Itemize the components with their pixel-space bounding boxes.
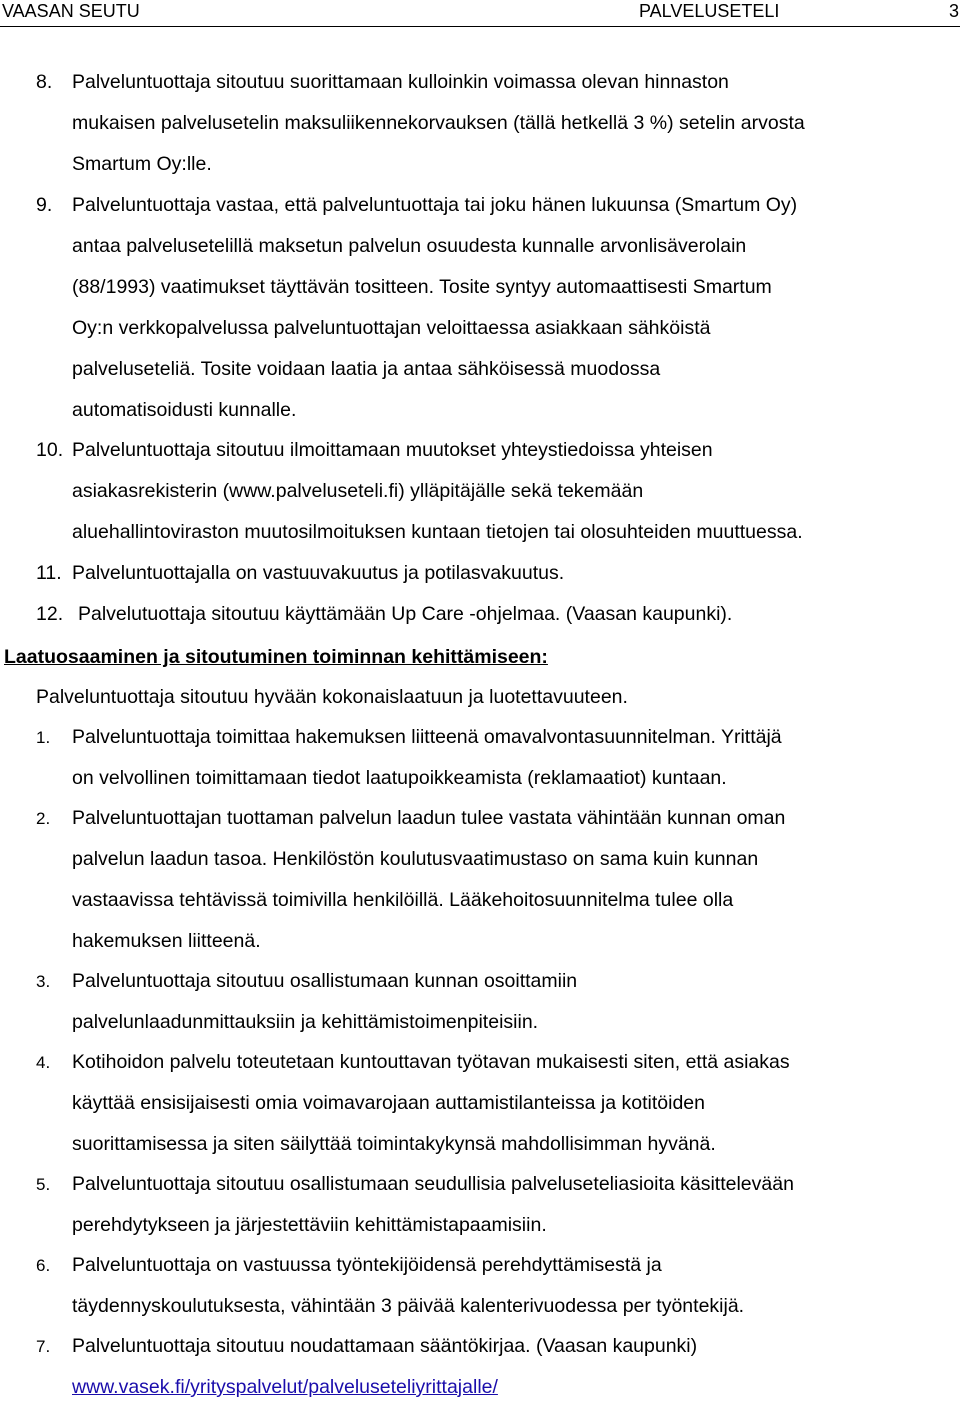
item-number: 8. [36,71,53,93]
item-text [72,430,960,553]
item-number: 7. [36,1337,51,1356]
item-number: 1. [36,728,51,747]
item-number: 11. [36,562,62,584]
text-line: suorittamisessa ja siten säilyttää toimintakykynsä mahdollisimman hyvänä. [72,1133,716,1155]
vasek-link[interactable]: www.vasek.fi/yrityspalvelut/palveluseteliyrittajalle/ [72,1376,498,1398]
section-intro: Palveluntuottaja sitoutuu hyvään kokonaislaatuun ja luotettavuuteen. [36,686,628,708]
item-number: 5. [36,1175,51,1194]
item-number: 2. [36,809,51,828]
item-text [72,1164,960,1246]
item-text [78,594,960,635]
item-number: 9. [36,194,53,216]
item-text [72,798,960,962]
item-number: 3. [36,972,51,991]
link-line [72,1367,960,1408]
item-text [72,1245,960,1327]
text-line: Palveluntuottaja toimittaa hakemuksen liitteenä omavalvontasuunnitelman. Yrittäjä [72,726,782,748]
item-text [72,62,960,185]
text-line: Smartum Oy:lle. [72,153,212,175]
item-text [72,185,960,431]
text-line: palvelun laadun tasoa. Henkilöstön koulutusvaatimustaso on sama kuin kunnan [72,848,759,870]
text-line: Palveluntuottaja sitoutuu suorittamaan kulloinkin voimassa olevan hinnaston [72,71,729,93]
item-number: 6. [36,1256,51,1275]
item-text [72,553,960,594]
header-region: VAASAN SEUTU [2,1,140,21]
text-line: Palveluntuottaja sitoutuu noudattamaan sääntökirjaa. (Vaasan kaupunki) [72,1335,698,1357]
item-text [72,1326,960,1408]
text-line: Palveluntuottaja sitoutuu osallistumaan kunnan osoittamiin [72,970,578,992]
section-heading: Laatuosaaminen ja sitoutuminen toiminnan kehittämiseen: [4,646,548,668]
item-number: 4. [36,1053,51,1072]
item-text [72,1042,960,1165]
text-line: vastaavissa tehtävissä toimivilla henkilöillä. Lääkehoitosuunnitelma tulee olla [72,889,734,911]
text-line: Palveluntuottaja sitoutuu ilmoittamaan muutokset yhteystiedoissa yhteisen [72,439,713,461]
text-line: Palveluntuottajan tuottaman palvelun laadun tulee vastata vähintään kunnan oman [72,807,786,829]
text-line: (88/1993) vaatimukset täyttävän tositteen. Tosite syntyy automaattisesti Smartum [72,276,772,298]
page-number: 3 [949,1,960,21]
text-line: Palveluntuottaja on vastuussa työntekijöidensä perehdyttämisestä ja [72,1254,662,1276]
text-line: perehdytykseen ja järjestettäviin kehittämistapaamisiin. [72,1214,547,1236]
text-line: antaa palvelusetelillä maksetun palvelun osuudesta kunnalle arvonlisäverolain [72,235,747,257]
text-line: automatisoidusti kunnalle. [72,399,297,421]
text-line: mukaisen palvelusetelin maksuliikennekorvauksen (tällä hetkellä 3 %) setelin arvosta [72,112,805,134]
text-line: Oy:n verkkopalvelussa palveluntuottajan veloittaessa asiakkaan sähköistä [72,317,711,339]
text-line: Kotihoidon palvelu toteutetaan kuntouttavan työtavan mukaisesti siten, että asiakas [72,1051,790,1073]
text-line: aluehallintoviraston muutosilmoituksen kuntaan tietojen tai olosuhteiden muuttuessa. [72,521,803,543]
text-line: on velvollinen toimittamaan tiedot laatupoikkeamista (reklamaatiot) kuntaan. [72,767,727,789]
item-text [72,717,960,799]
text-line: Palveluntuottajalla on vastuuvakuutus ja potilasvakuutus. [72,562,565,584]
text-line: palveluseteliä. Tosite voidaan laatia ja antaa sähköisessä muodossa [72,358,661,380]
header-title: PALVELUSETELI [639,1,780,21]
text-line: täydennyskoulutuksesta, vähintään 3 päivää kalenterivuodessa per työntekijä. [72,1295,745,1317]
item-number: 12. [36,603,64,625]
text-line: Palvelutuottaja sitoutuu käyttämään Up Care -ohjelmaa. (Vaasan kaupunki). [78,603,733,625]
text-line: Palveluntuottaja vastaa, että palveluntuottaja tai joku hänen lukuunsa (Smartum Oy) [72,194,798,216]
text-line: käyttää ensisijaisesti omia voimavarojaan auttamistilanteissa ja kotitöiden [72,1092,705,1114]
text-line: Palveluntuottaja sitoutuu osallistumaan seudullisia palveluseteliasioita käsittelevään [72,1173,794,1195]
text-line: palvelunlaadunmittauksiin ja kehittämistoimenpiteisiin. [72,1011,539,1033]
item-text [72,961,960,1043]
text-line: asiakasrekisterin (www.palveluseteli.fi) ylläpitäjälle sekä tekemään [72,480,644,502]
item-number: 10. [36,439,64,461]
text-line: hakemuksen liitteenä. [72,930,261,952]
page-header [0,0,960,27]
